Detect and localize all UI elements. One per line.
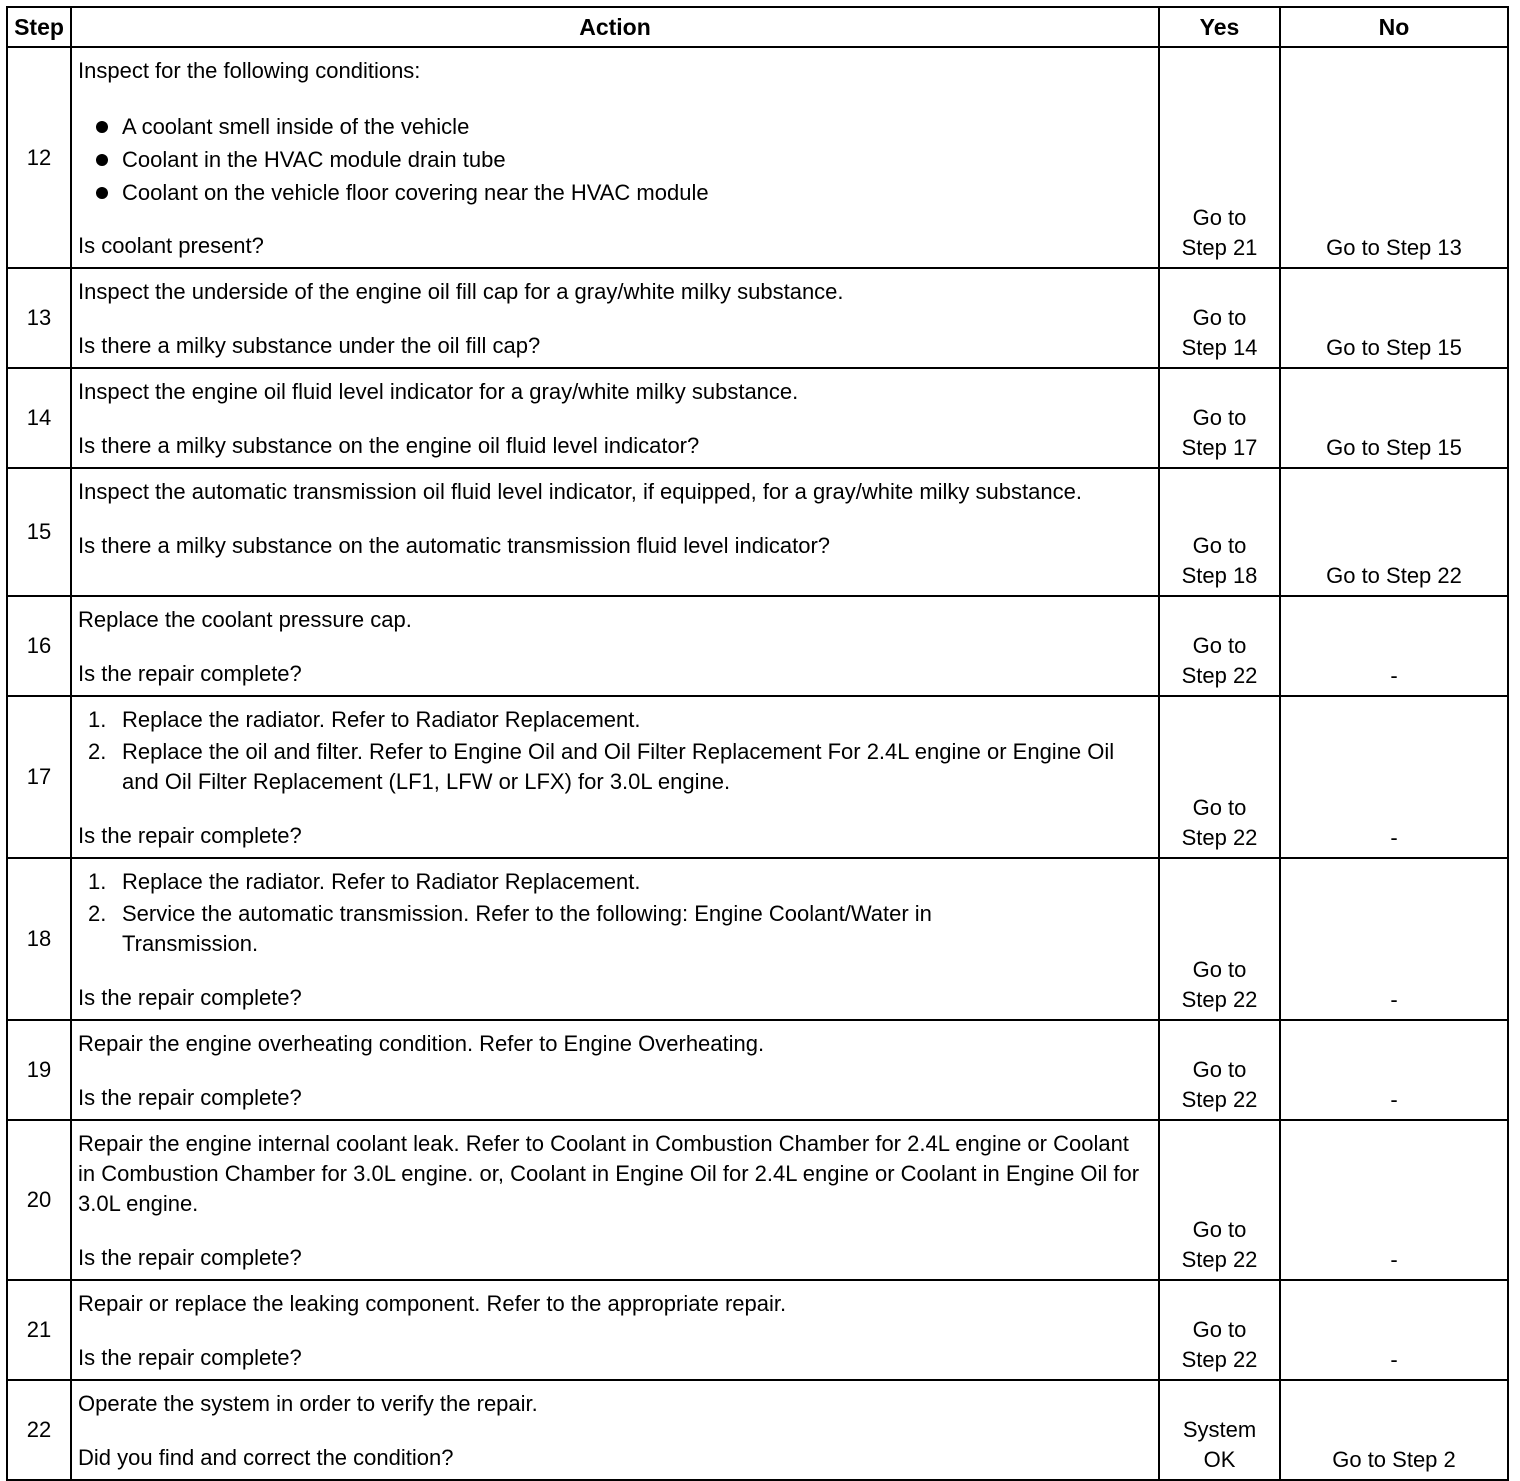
action-cell (71, 47, 1159, 268)
no-cell: Go to Step 15 (1280, 268, 1508, 368)
yes-line-2: Step 22 (1181, 1087, 1258, 1112)
action-cell (71, 696, 1159, 858)
list-item-text: Replace the radiator. Refer to Radiator Replacement. (122, 707, 641, 732)
yes-line-1: Go to (1192, 533, 1247, 558)
yes-cell (1159, 268, 1280, 368)
action-cell (71, 1280, 1159, 1380)
step-number: 14 (7, 368, 71, 468)
action-text: Operate the system in order to verify the repair. (78, 1391, 538, 1416)
list-item (78, 899, 1152, 959)
action-text: Inspect for the following conditions: (78, 58, 421, 83)
no-cell: Go to Step 15 (1280, 368, 1508, 468)
action-cell (71, 368, 1159, 468)
step-number: 22 (7, 1380, 71, 1480)
yes-cell (1159, 368, 1280, 468)
step-number: 21 (7, 1280, 71, 1380)
yes-line-2: Step 21 (1181, 235, 1258, 260)
yes-line-2: Step 22 (1181, 825, 1258, 850)
list-number: 1. (88, 707, 107, 732)
action-cell (71, 1120, 1159, 1280)
yes-line-1: Go to (1192, 633, 1247, 658)
action-cell (71, 268, 1159, 368)
list-item-text: Coolant on the vehicle floor covering near the HVAC module (122, 180, 709, 205)
question-text: Is the repair complete? (78, 1085, 302, 1110)
yes-line-1: Go to (1192, 795, 1247, 820)
step-number: 12 (7, 47, 71, 268)
bullet-icon (96, 187, 108, 199)
question-text: Is the repair complete? (78, 1345, 302, 1370)
yes-cell (1159, 1020, 1280, 1120)
step-number: 13 (7, 268, 71, 368)
yes-cell (1159, 1280, 1280, 1380)
no-cell: - (1280, 858, 1508, 1020)
step-number: 15 (7, 468, 71, 596)
list-item (78, 143, 1152, 176)
list-item (78, 867, 1152, 897)
numbered-list (78, 867, 1152, 959)
yes-cell (1159, 47, 1280, 268)
no-cell: - (1280, 596, 1508, 696)
table-row (7, 1120, 1508, 1280)
bullet-icon (96, 154, 108, 166)
action-cell (71, 1380, 1159, 1480)
step-number: 19 (7, 1020, 71, 1120)
yes-line-1: Go to (1192, 957, 1247, 982)
yes-line-1: Go to (1192, 1217, 1247, 1242)
list-number: 2. (88, 739, 107, 764)
yes-cell (1159, 596, 1280, 696)
no-cell: - (1280, 1020, 1508, 1120)
yes-cell (1159, 468, 1280, 596)
yes-line-2: Step 14 (1181, 335, 1258, 360)
step-number: 17 (7, 696, 71, 858)
step-number: 20 (7, 1120, 71, 1280)
yes-line-1: Go to (1192, 1317, 1247, 1342)
list-item (78, 705, 1152, 735)
list-item (78, 110, 1152, 143)
yes-line-1: Go to (1192, 405, 1247, 430)
action-cell (71, 858, 1159, 1020)
action-text: Inspect the engine oil fluid level indicator for a gray/white milky substance. (78, 379, 799, 404)
header-no: No (1280, 7, 1508, 47)
no-cell: Go to Step 2 (1280, 1380, 1508, 1480)
action-text: Inspect the automatic transmission oil fluid level indicator, if equipped, for a gray/white milky substance. (78, 479, 1082, 504)
yes-line-1: Go to (1192, 205, 1247, 230)
yes-line-1: Go to (1192, 305, 1247, 330)
table-row (7, 1020, 1508, 1120)
action-cell (71, 1020, 1159, 1120)
question-text: Is the repair complete? (78, 985, 302, 1010)
table-row (7, 1280, 1508, 1380)
step-number: 16 (7, 596, 71, 696)
list-item-text: A coolant smell inside of the vehicle (122, 114, 470, 139)
no-cell: - (1280, 1120, 1508, 1280)
yes-line-2: Step 22 (1181, 663, 1258, 688)
no-cell: Go to Step 22 (1280, 468, 1508, 596)
action-text: Repair the engine overheating condition. Refer to Engine Overheating. (78, 1031, 765, 1056)
question-text: Is the repair complete? (78, 823, 302, 848)
list-item (78, 176, 1152, 209)
yes-cell (1159, 858, 1280, 1020)
yes-line-2: OK (1203, 1447, 1236, 1472)
action-text: Replace the coolant pressure cap. (78, 607, 412, 632)
list-item-text: Service the automatic transmission. Refer to the following: Engine Coolant/Water in Transmission. (122, 901, 932, 956)
question-text: Is there a milky substance on the automatic transmission fluid level indicator? (78, 533, 831, 558)
condition-list (78, 110, 1152, 209)
list-item (78, 737, 1152, 797)
question-text: Is the repair complete? (78, 1245, 302, 1270)
action-text: Repair the engine internal coolant leak. Refer to Coolant in Combustion Chamber for 2.4L engine or Coolant in Combustion Chamber for 3.0L engine. or, Coolant in Engine Oil for 2.4L engine or Coolant in Engine Oil for 3.0L engine. (78, 1131, 1140, 1216)
action-cell (71, 596, 1159, 696)
table-row (7, 1380, 1508, 1480)
list-number: 2. (88, 901, 107, 926)
list-item-text: Replace the oil and filter. Refer to Engine Oil and Oil Filter Replacement For 2.4L engine or Engine Oil and Oil Filter Replacement (LF1, LFW or LFX) for 3.0L engine. (122, 739, 1115, 794)
list-number: 1. (88, 869, 107, 894)
numbered-list (78, 705, 1152, 797)
action-text: Repair or replace the leaking component. Refer to the appropriate repair. (78, 1291, 787, 1316)
question-text: Is there a milky substance under the oil fill cap? (78, 333, 541, 358)
yes-line-2: Step 22 (1181, 1347, 1258, 1372)
yes-line-2: Step 22 (1181, 1247, 1258, 1272)
list-item-text: Coolant in the HVAC module drain tube (122, 147, 506, 172)
header-action: Action (71, 7, 1159, 47)
table-row (7, 696, 1508, 858)
yes-cell (1159, 696, 1280, 858)
yes-line-2: Step 22 (1181, 987, 1258, 1012)
yes-cell (1159, 1380, 1280, 1480)
step-number: 18 (7, 858, 71, 1020)
yes-cell (1159, 1120, 1280, 1280)
no-cell: - (1280, 696, 1508, 858)
header-row (7, 7, 1508, 47)
question-text: Is there a milky substance on the engine oil fluid level indicator? (78, 433, 700, 458)
header-step: Step (7, 7, 71, 47)
header-yes: Yes (1159, 7, 1280, 47)
question-text: Is coolant present? (78, 233, 264, 258)
yes-line-1: System (1182, 1417, 1257, 1442)
table-row (7, 858, 1508, 1020)
yes-line-2: Step 18 (1181, 563, 1258, 588)
action-cell (71, 468, 1159, 596)
table-row (7, 468, 1508, 596)
table-row (7, 47, 1508, 268)
action-text: Inspect the underside of the engine oil fill cap for a gray/white milky substance. (78, 279, 844, 304)
question-text: Did you find and correct the condition? (78, 1445, 454, 1470)
table-row (7, 596, 1508, 696)
no-cell: Go to Step 13 (1280, 47, 1508, 268)
diagnostic-table (6, 6, 1509, 1481)
table-row (7, 268, 1508, 368)
yes-line-2: Step 17 (1181, 435, 1258, 460)
no-cell: - (1280, 1280, 1508, 1380)
bullet-icon (96, 121, 108, 133)
table-row (7, 368, 1508, 468)
question-text: Is the repair complete? (78, 661, 302, 686)
list-item-text: Replace the radiator. Refer to Radiator Replacement. (122, 869, 641, 894)
yes-line-1: Go to (1192, 1057, 1247, 1082)
